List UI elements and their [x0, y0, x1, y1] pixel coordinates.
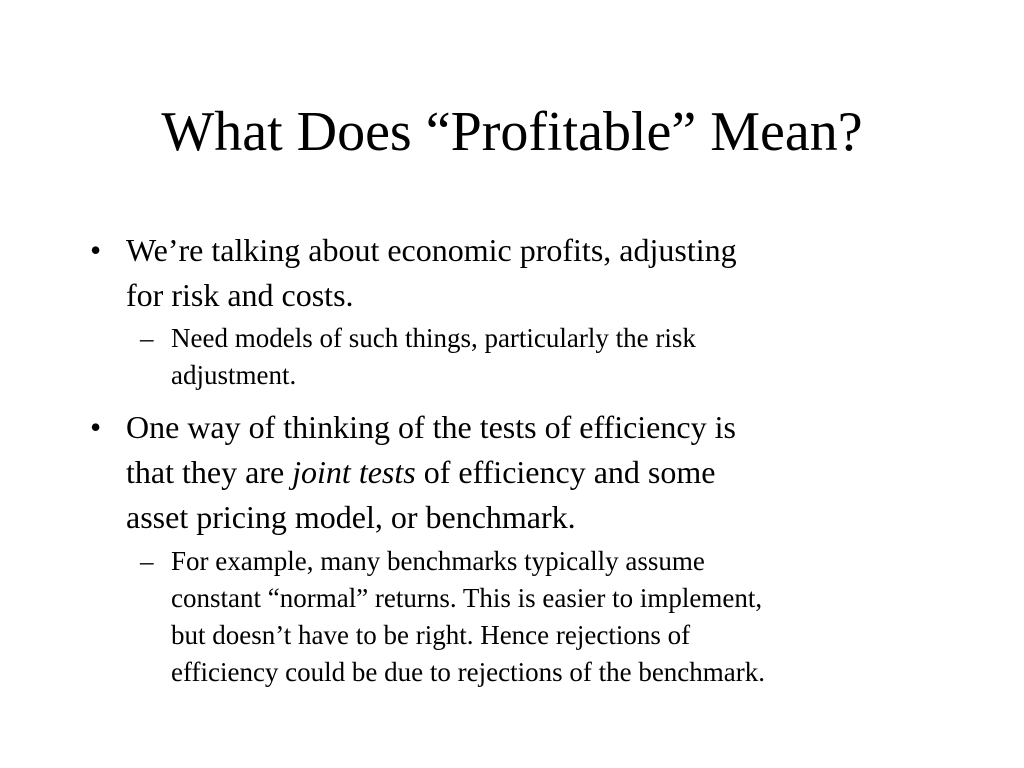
sub-bullet-item: [140, 543, 940, 691]
bullet-text-line: One way of thinking of the tests of efficiency is: [126, 409, 736, 445]
bullet-item: [90, 228, 910, 318]
bullet-marker: •: [90, 232, 102, 268]
sub-bullet-text-line: adjustment.: [171, 360, 297, 390]
bullet-text: [126, 228, 926, 318]
sub-bullet-text-line: constant “normal” returns. This is easier to implement,: [171, 583, 763, 613]
slide-title: What Does “Profitable” Mean?: [161, 101, 863, 163]
bullet-marker: •: [90, 409, 102, 445]
bullet-text-line: asset pricing model, or benchmark.: [126, 499, 576, 535]
sub-bullet-text-line: but doesn’t have to be right. Hence rejections of: [171, 620, 691, 650]
sub-bullet-item: [140, 320, 940, 394]
sub-bullet-text: [171, 320, 951, 394]
bullet-text-line: for risk and costs.: [126, 277, 354, 313]
bullet-text-segment: that they are: [126, 454, 293, 490]
bullet-item: [90, 405, 910, 540]
sub-bullet-text-line: Need models of such things, particularly the risk: [171, 323, 696, 353]
bullet-text-line: We’re talking about economic profits, adjusting: [126, 232, 737, 268]
bullet-text: [126, 405, 926, 540]
emphasis-joint-tests: joint tests: [292, 454, 416, 490]
bullet-text-segment: of efficiency and some: [415, 454, 716, 490]
sub-bullet-text: [171, 543, 951, 691]
sub-bullet-marker: –: [140, 323, 154, 353]
bullet-text-line: [126, 450, 926, 495]
sub-bullet-text-line: For example, many benchmarks typically assume: [171, 546, 705, 576]
sub-bullet-text-line: efficiency could be due to rejections of the benchmark.: [171, 657, 766, 687]
sub-bullet-marker: –: [140, 546, 154, 576]
